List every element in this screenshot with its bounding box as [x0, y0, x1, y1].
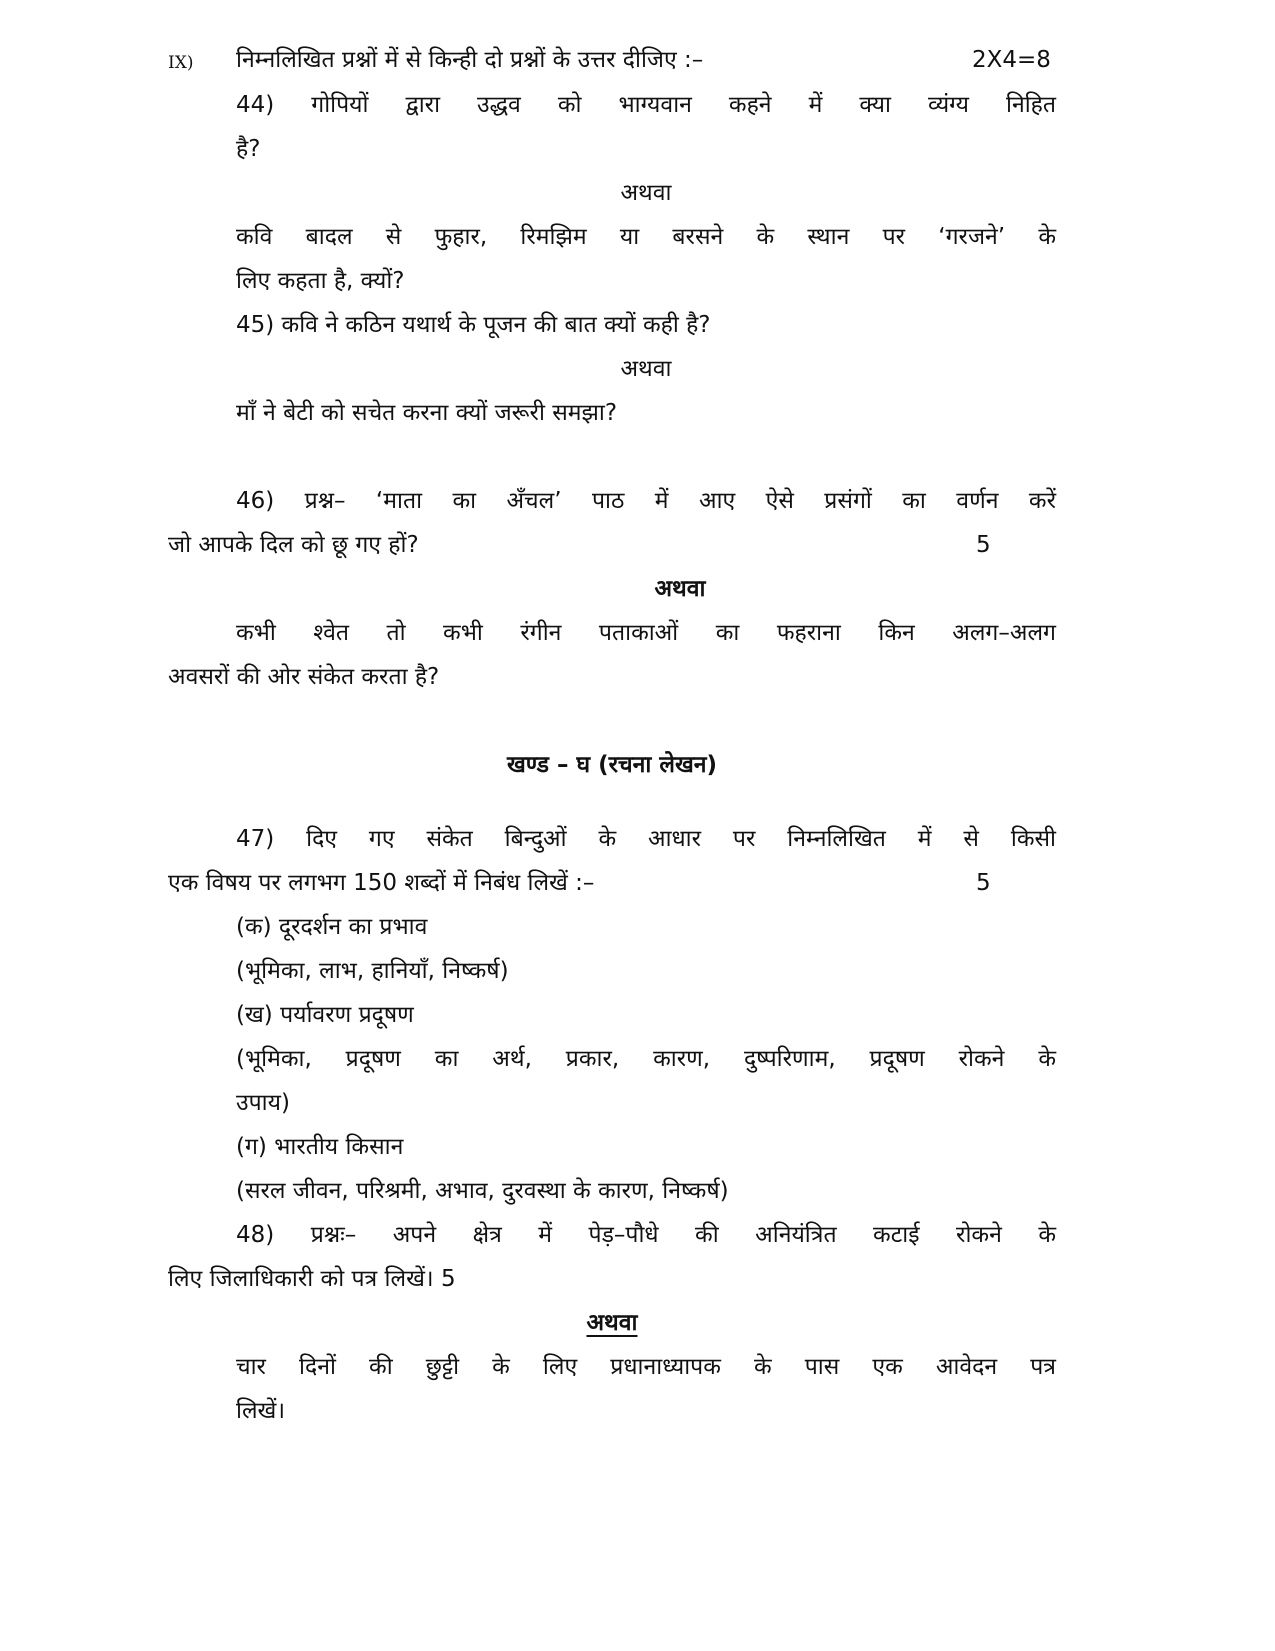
q46-or-label: अथवा	[654, 576, 706, 602]
q45-alt-line-1: माँ ने बेटी को सचेत करना क्यों जरूरी समझा?	[236, 400, 618, 426]
q45-or-label: अथवा	[620, 356, 672, 382]
q47-topic-a: (क) दूरदर्शन का प्रभाव	[236, 914, 428, 940]
q47-topic-c: (ग) भारतीय किसान	[236, 1134, 404, 1160]
q44-alt-line-1: कवि बादल से फुहार, रिमझिम या बरसने के स्थान पर ‘गरजने’ के	[236, 224, 1056, 250]
q46-alt-line-2: अवसरों की ओर संकेत करता है?	[168, 664, 440, 690]
q47-line-1: 47) दिए गए संकेत बिन्दुओं के आधार पर निम्नलिखित में से किसी	[236, 826, 1056, 852]
q44-or-label: अथवा	[620, 180, 672, 206]
section-number: IX)	[168, 53, 194, 73]
section-d-title: खण्ड – घ (रचना लेखन)	[506, 752, 718, 778]
q48-line-2: लिए जिलाधिकारी को पत्र लिखें। 5	[168, 1266, 456, 1292]
q48-alt-line-1: चार दिनों की छुट्टी के लिए प्रधानाध्यापक के पास एक आवेदन पत्र	[236, 1354, 1056, 1380]
q48-alt-line-2: लिखें।	[236, 1398, 286, 1424]
q47-points-c: (सरल जीवन, परिश्रमी, अभाव, दुरवस्था के कारण, निष्कर्ष)	[236, 1178, 729, 1204]
q46-alt-line-1: कभी श्वेत तो कभी रंगीन पताकाओं का फहराना किन अलग–अलग	[236, 620, 1056, 646]
q48-or-label: अथवा	[586, 1310, 638, 1336]
section-heading: निम्नलिखित प्रश्नों में से किन्ही दो प्रश्नों के उत्तर दीजिए :–	[236, 47, 704, 73]
q47-marks: 5	[976, 870, 991, 896]
q47-points-b-line-1: (भूमिका, प्रदूषण का अर्थ, प्रकार, कारण, दुष्परिणाम, प्रदूषण रोकने के	[236, 1046, 1056, 1072]
q47-line-2: एक विषय पर लगभग 150 शब्दों में निबंध लिखें :–	[168, 870, 595, 896]
q48-line-1: 48) प्रश्नः– अपने क्षेत्र में पेड़–पौधे की अनियंत्रित कटाई रोकने के	[236, 1222, 1056, 1248]
q45-line-1: 45) कवि ने कठिन यथार्थ के पूजन की बात क्यों कही है?	[236, 312, 711, 338]
q46-line-1: 46) प्रश्न– ‘माता का अँचल’ पाठ में आए ऐसे प्रसंगों का वर्णन करें	[236, 488, 1056, 514]
q47-points-b-line-2: उपाय)	[236, 1090, 290, 1116]
q44-alt-line-2: लिए कहता है, क्यों?	[236, 268, 405, 294]
q44-line-1: 44) गोपियों द्वारा उद्धव को भाग्यवान कहने में क्या व्यंग्य निहित	[236, 92, 1056, 118]
q47-topic-b: (ख) पर्यावरण प्रदूषण	[236, 1002, 414, 1028]
q44-line-2: है?	[236, 136, 261, 162]
q46-marks: 5	[976, 532, 991, 558]
q46-line-2: जो आपके दिल को छू गए हों?	[168, 532, 419, 558]
q47-points-a: (भूमिका, लाभ, हानियाँ, निष्कर्ष)	[236, 958, 509, 984]
section-marks: 2X4=8	[972, 47, 1051, 73]
